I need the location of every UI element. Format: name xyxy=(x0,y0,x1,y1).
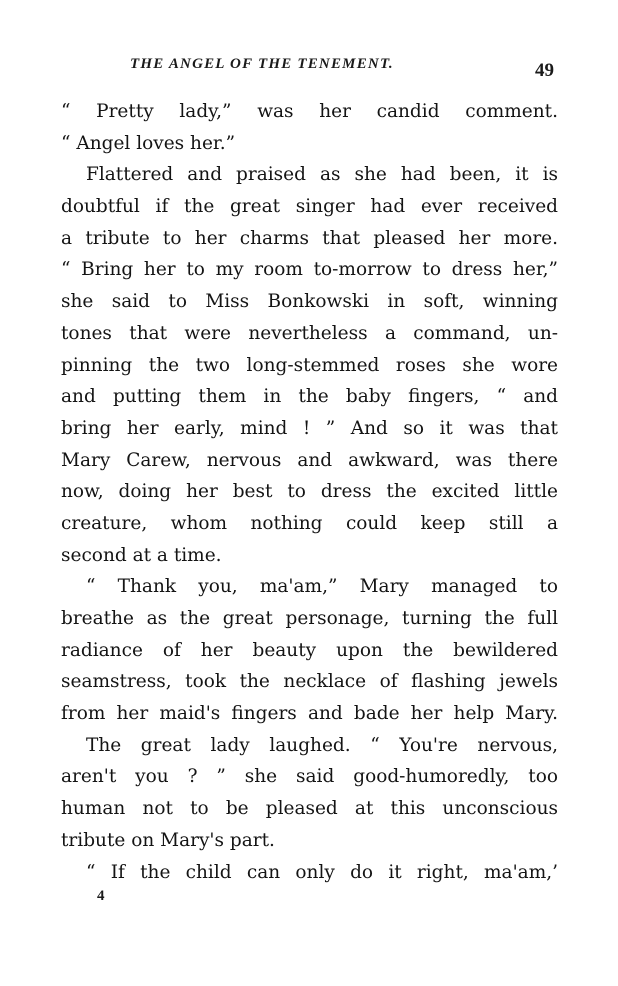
text-line: “ Bring her to my room to-morrow to dress her,” xyxy=(61,259,558,281)
text-line: radiance of her beauty upon the bewildered xyxy=(61,639,558,661)
text-line: second at a time. xyxy=(61,544,222,566)
signature-mark: 4 xyxy=(97,888,105,904)
running-head: THE ANGEL OF THE TENEMENT. xyxy=(130,56,394,72)
text-line: tones that were nevertheless a command, un- xyxy=(61,322,558,344)
text-line: doubtful if the great singer had ever received xyxy=(61,196,558,218)
text-line: from her maid's fingers and bade her help Mary. xyxy=(61,703,558,725)
text-line: “ Angel loves her.” xyxy=(61,132,236,154)
text-line: now, doing her best to dress the excited little xyxy=(61,481,558,503)
text-line: seamstress, took the necklace of flashing jewels xyxy=(61,671,558,693)
text-line: human not to be pleased at this unconscious xyxy=(61,798,558,820)
text-line: and putting them in the baby fingers, “ and xyxy=(61,386,558,408)
page-number: 49 xyxy=(535,60,554,81)
text-line: bring her early, mind ! ” And so it was that xyxy=(61,417,558,439)
text-line: creature, whom nothing could keep still a xyxy=(61,512,558,534)
body-text xyxy=(61,96,558,888)
text-line: aren't you ? ” she said good-humoredly, too xyxy=(61,766,558,788)
text-line: breathe as the great personage, turning the full xyxy=(61,608,558,629)
text-line: she said to Miss Bonkowski in soft, winning xyxy=(61,291,558,313)
text-line: “ Thank you, ma'am,” Mary managed to xyxy=(86,576,558,598)
text-line: pinning the two long-stemmed roses she wore xyxy=(61,354,558,376)
text-line: Mary Carew, nervous and awkward, was there xyxy=(61,449,558,471)
text-line: Flattered and praised as she had been, it is xyxy=(86,164,558,186)
text-line: The great lady laughed. “ You're nervous, xyxy=(86,734,558,756)
text-line: tribute on Mary's part. xyxy=(61,829,275,851)
text-line: “ If the child can only do it right, ma'am,’ xyxy=(86,861,558,883)
text-line: a tribute to her charms that pleased her more. xyxy=(61,227,558,249)
text-line: “ Pretty lady,” was her candid comment. xyxy=(61,101,558,122)
